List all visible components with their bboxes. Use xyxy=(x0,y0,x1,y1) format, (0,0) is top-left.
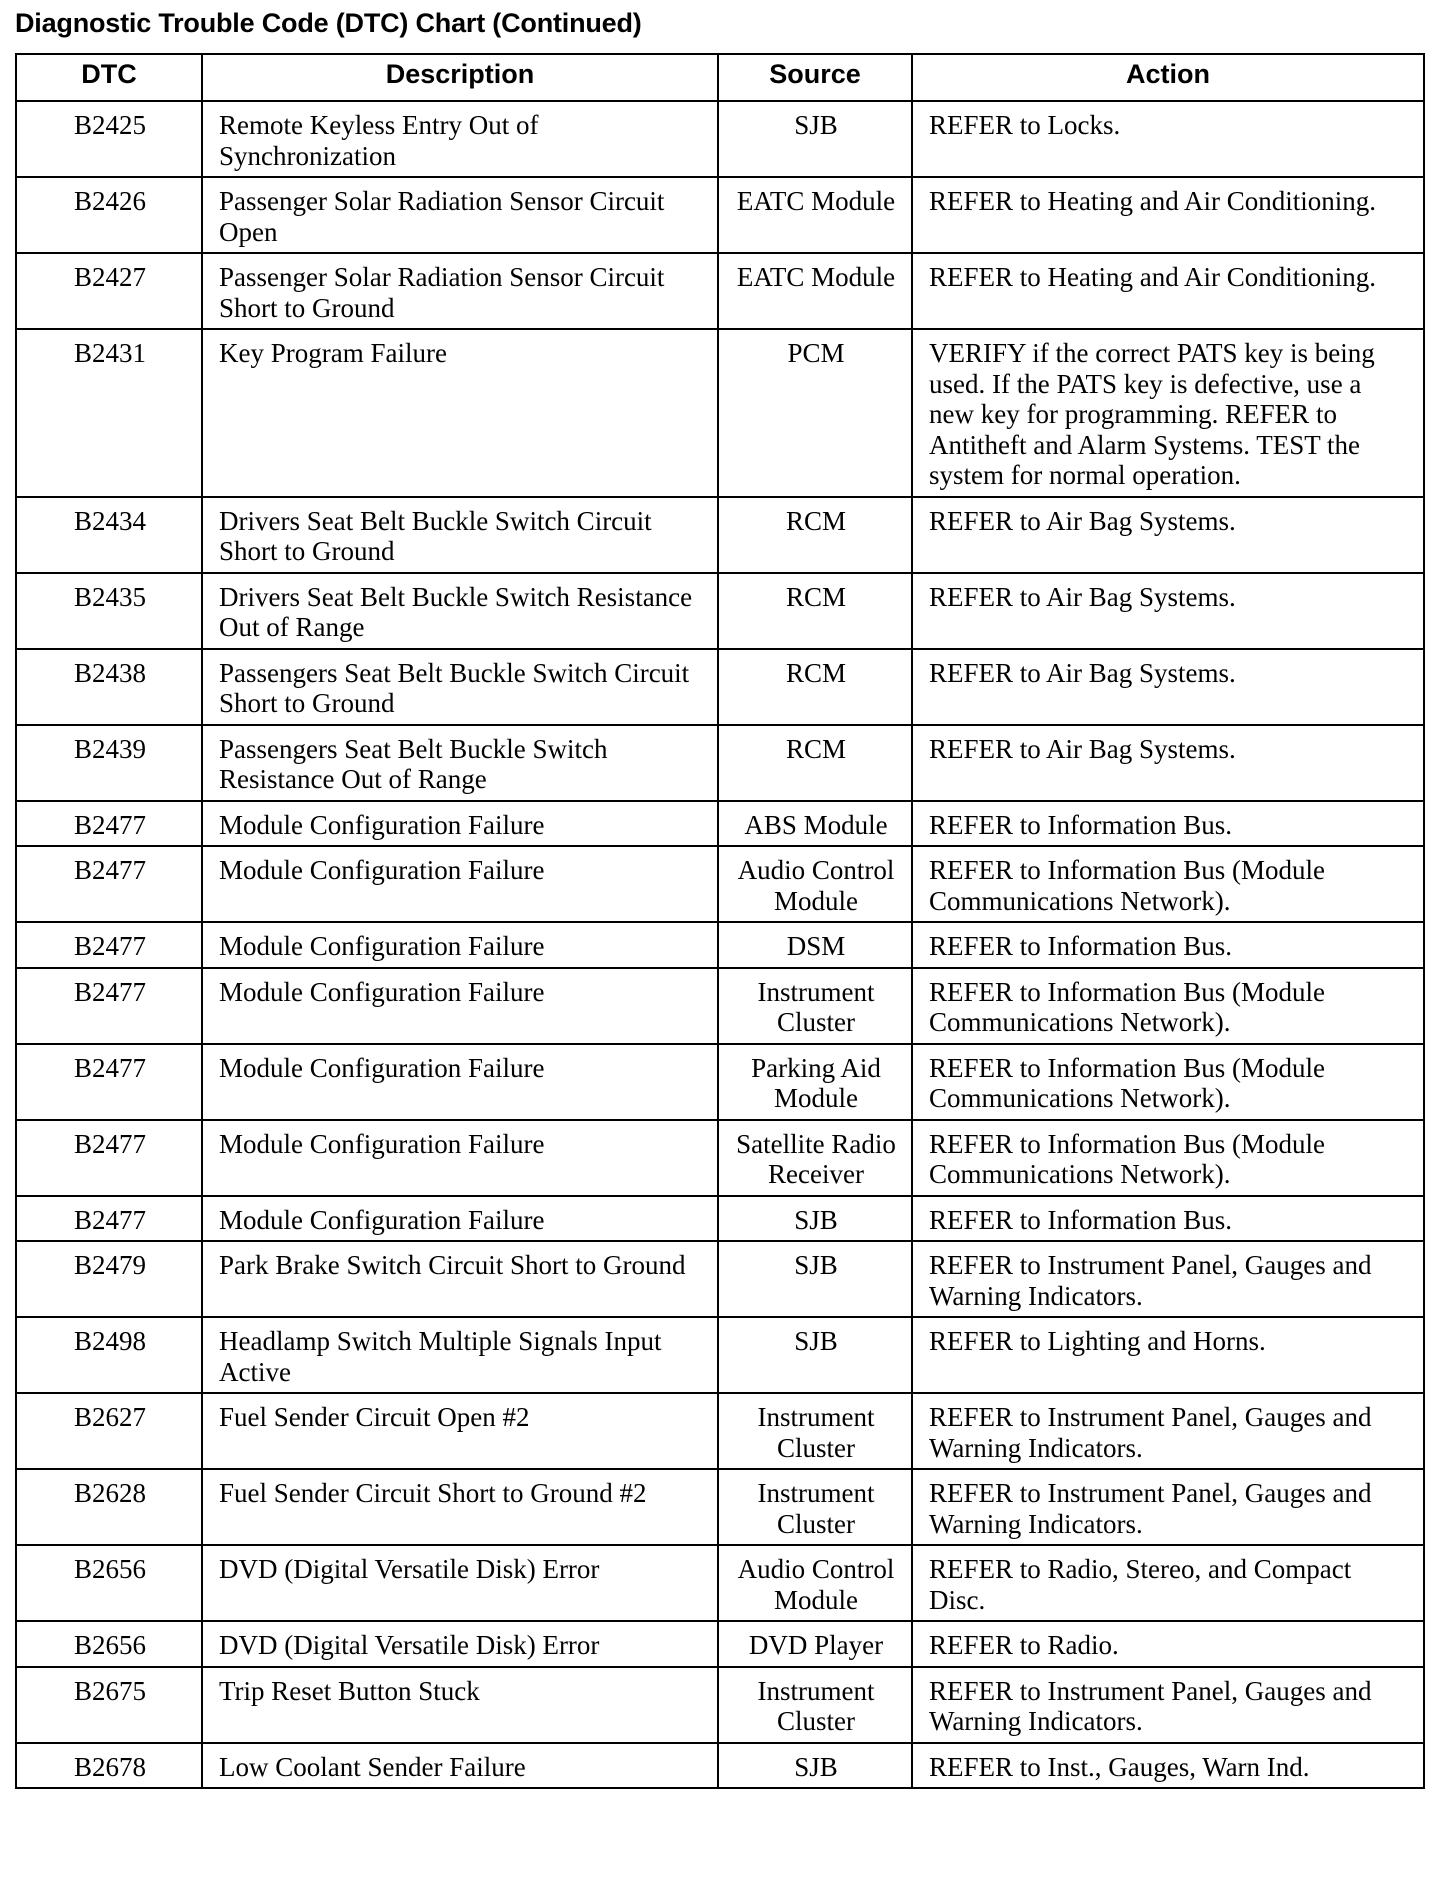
cell-dtc: B2425 xyxy=(16,101,202,177)
cell-source: Satellite Radio Receiver xyxy=(718,1120,912,1196)
cell-dtc: B2627 xyxy=(16,1393,202,1469)
cell-description: Headlamp Switch Multiple Signals Input Active xyxy=(202,1317,718,1393)
cell-action: REFER to Instrument Panel, Gauges and Warning Indicators. xyxy=(912,1241,1424,1317)
cell-description: Module Configuration Failure xyxy=(202,1044,718,1120)
cell-description: Passengers Seat Belt Buckle Switch Resistance Out of Range xyxy=(202,725,718,801)
cell-description: Trip Reset Button Stuck xyxy=(202,1667,718,1743)
cell-description: Module Configuration Failure xyxy=(202,1120,718,1196)
cell-action: REFER to Heating and Air Conditioning. xyxy=(912,177,1424,253)
cell-description: Passengers Seat Belt Buckle Switch Circuit Short to Ground xyxy=(202,649,718,725)
cell-dtc: B2656 xyxy=(16,1621,202,1667)
cell-source: Audio Control Module xyxy=(718,1545,912,1621)
cell-dtc: B2477 xyxy=(16,801,202,847)
table-row xyxy=(16,177,1424,253)
cell-source: PCM xyxy=(718,329,912,497)
cell-description: Module Configuration Failure xyxy=(202,801,718,847)
column-header-dtc: DTC xyxy=(16,54,202,101)
cell-source: DVD Player xyxy=(718,1621,912,1667)
cell-description: Drivers Seat Belt Buckle Switch Resistance Out of Range xyxy=(202,573,718,649)
cell-description: Module Configuration Failure xyxy=(202,968,718,1044)
cell-dtc: B2477 xyxy=(16,1196,202,1242)
cell-dtc: B2434 xyxy=(16,497,202,573)
cell-action: REFER to Air Bag Systems. xyxy=(912,725,1424,801)
cell-dtc: B2431 xyxy=(16,329,202,497)
cell-description: Low Coolant Sender Failure xyxy=(202,1743,718,1789)
table-header-row xyxy=(16,54,1424,101)
cell-source: RCM xyxy=(718,649,912,725)
cell-action: REFER to Information Bus (Module Communications Network). xyxy=(912,968,1424,1044)
cell-description: Module Configuration Failure xyxy=(202,922,718,968)
cell-dtc: B2439 xyxy=(16,725,202,801)
cell-action: REFER to Radio, Stereo, and Compact Disc. xyxy=(912,1545,1424,1621)
cell-source: EATC Module xyxy=(718,177,912,253)
table-row xyxy=(16,1196,1424,1242)
cell-action: REFER to Information Bus (Module Communications Network). xyxy=(912,1120,1424,1196)
table-row xyxy=(16,801,1424,847)
table-row xyxy=(16,1317,1424,1393)
table-row xyxy=(16,1621,1424,1667)
table-row xyxy=(16,1545,1424,1621)
table-row xyxy=(16,573,1424,649)
table-row xyxy=(16,329,1424,497)
cell-action: REFER to Instrument Panel, Gauges and Warning Indicators. xyxy=(912,1667,1424,1743)
cell-dtc: B2479 xyxy=(16,1241,202,1317)
cell-source: RCM xyxy=(718,725,912,801)
cell-dtc: B2435 xyxy=(16,573,202,649)
table-row xyxy=(16,1120,1424,1196)
cell-action: REFER to Air Bag Systems. xyxy=(912,497,1424,573)
cell-action: VERIFY if the correct PATS key is being used. If the PATS key is defective, use a new key for programming. REFER to Antitheft and Alarm Systems. TEST the system for normal operation. xyxy=(912,329,1424,497)
cell-source: SJB xyxy=(718,1196,912,1242)
cell-description: DVD (Digital Versatile Disk) Error xyxy=(202,1621,718,1667)
cell-dtc: B2656 xyxy=(16,1545,202,1621)
cell-source: Instrument Cluster xyxy=(718,1393,912,1469)
cell-dtc: B2477 xyxy=(16,1120,202,1196)
table-row xyxy=(16,968,1424,1044)
cell-action: REFER to Locks. xyxy=(912,101,1424,177)
cell-dtc: B2498 xyxy=(16,1317,202,1393)
cell-source: EATC Module xyxy=(718,253,912,329)
cell-dtc: B2427 xyxy=(16,253,202,329)
cell-description: Remote Keyless Entry Out of Synchronization xyxy=(202,101,718,177)
cell-source: Instrument Cluster xyxy=(718,1469,912,1545)
cell-action: REFER to Information Bus. xyxy=(912,922,1424,968)
cell-action: REFER to Instrument Panel, Gauges and Warning Indicators. xyxy=(912,1469,1424,1545)
table-row xyxy=(16,253,1424,329)
cell-source: Parking Aid Module xyxy=(718,1044,912,1120)
cell-action: REFER to Lighting and Horns. xyxy=(912,1317,1424,1393)
table-row xyxy=(16,497,1424,573)
cell-description: Key Program Failure xyxy=(202,329,718,497)
cell-dtc: B2477 xyxy=(16,922,202,968)
table-row xyxy=(16,1241,1424,1317)
cell-dtc: B2675 xyxy=(16,1667,202,1743)
cell-dtc: B2477 xyxy=(16,968,202,1044)
cell-description: Module Configuration Failure xyxy=(202,846,718,922)
cell-description: Module Configuration Failure xyxy=(202,1196,718,1242)
table-row xyxy=(16,101,1424,177)
cell-description: Fuel Sender Circuit Short to Ground #2 xyxy=(202,1469,718,1545)
table-row xyxy=(16,922,1424,968)
cell-dtc: B2678 xyxy=(16,1743,202,1789)
cell-dtc: B2477 xyxy=(16,846,202,922)
cell-source: SJB xyxy=(718,1743,912,1789)
column-header-action: Action xyxy=(912,54,1424,101)
cell-action: REFER to Instrument Panel, Gauges and Warning Indicators. xyxy=(912,1393,1424,1469)
cell-source: RCM xyxy=(718,497,912,573)
cell-action: REFER to Radio. xyxy=(912,1621,1424,1667)
cell-source: DSM xyxy=(718,922,912,968)
table-row xyxy=(16,1667,1424,1743)
table-row xyxy=(16,1743,1424,1789)
table-row xyxy=(16,1044,1424,1120)
cell-action: REFER to Information Bus (Module Communications Network). xyxy=(912,1044,1424,1120)
cell-action: REFER to Information Bus. xyxy=(912,801,1424,847)
cell-dtc: B2438 xyxy=(16,649,202,725)
cell-description: Passenger Solar Radiation Sensor Circuit Short to Ground xyxy=(202,253,718,329)
cell-source: RCM xyxy=(718,573,912,649)
cell-dtc: B2628 xyxy=(16,1469,202,1545)
page-title: Diagnostic Trouble Code (DTC) Chart (Continued) xyxy=(15,8,642,38)
cell-source: SJB xyxy=(718,1241,912,1317)
cell-description: Park Brake Switch Circuit Short to Ground xyxy=(202,1241,718,1317)
cell-source: SJB xyxy=(718,1317,912,1393)
cell-action: REFER to Information Bus (Module Communications Network). xyxy=(912,846,1424,922)
cell-source: Instrument Cluster xyxy=(718,1667,912,1743)
table-row xyxy=(16,1469,1424,1545)
cell-action: REFER to Heating and Air Conditioning. xyxy=(912,253,1424,329)
cell-source: Audio Control Module xyxy=(718,846,912,922)
cell-description: Fuel Sender Circuit Open #2 xyxy=(202,1393,718,1469)
cell-description: Passenger Solar Radiation Sensor Circuit Open xyxy=(202,177,718,253)
cell-action: REFER to Air Bag Systems. xyxy=(912,649,1424,725)
table-row xyxy=(16,725,1424,801)
cell-source: ABS Module xyxy=(718,801,912,847)
cell-source: Instrument Cluster xyxy=(718,968,912,1044)
cell-action: REFER to Inst., Gauges, Warn Ind. xyxy=(912,1743,1424,1789)
dtc-table xyxy=(15,53,1425,1789)
cell-description: Drivers Seat Belt Buckle Switch Circuit Short to Ground xyxy=(202,497,718,573)
cell-source: SJB xyxy=(718,101,912,177)
cell-dtc: B2477 xyxy=(16,1044,202,1120)
table-body xyxy=(16,101,1424,1788)
table-row xyxy=(16,649,1424,725)
cell-description: DVD (Digital Versatile Disk) Error xyxy=(202,1545,718,1621)
table-row xyxy=(16,846,1424,922)
column-header-description: Description xyxy=(202,54,718,101)
cell-action: REFER to Air Bag Systems. xyxy=(912,573,1424,649)
table-row xyxy=(16,1393,1424,1469)
cell-action: REFER to Information Bus. xyxy=(912,1196,1424,1242)
column-header-source: Source xyxy=(718,54,912,101)
cell-dtc: B2426 xyxy=(16,177,202,253)
